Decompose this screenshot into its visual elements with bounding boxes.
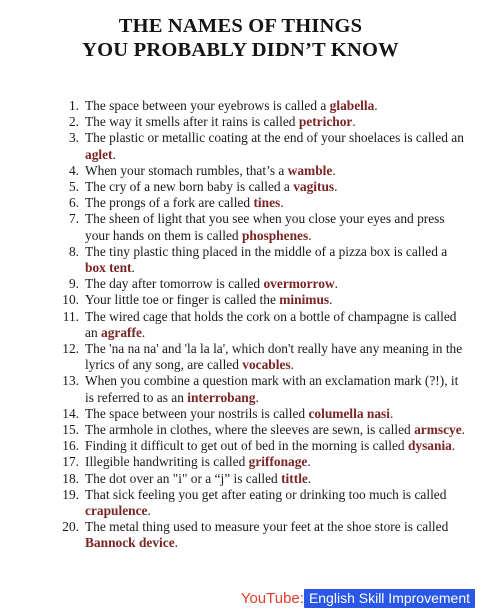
definition-text: The dot over an "i" or a “j” is called — [85, 470, 282, 486]
list-item-text — [85, 163, 470, 179]
definition-text: The cry of a new born baby is called a — [85, 179, 294, 195]
list-item — [40, 211, 470, 243]
list-item-number: 15. — [62, 422, 79, 438]
term-keyword: overmorrow — [263, 276, 335, 292]
term-punctuation: . — [131, 260, 135, 276]
list-item-text — [85, 487, 470, 519]
list-item — [40, 130, 470, 162]
list-item — [40, 406, 470, 422]
list-item-text — [85, 341, 470, 373]
term-punctuation: . — [461, 422, 466, 438]
list-item — [40, 309, 470, 341]
list-item — [40, 454, 470, 470]
definition-text: The tiny plastic thing placed in the middle of a pizza box is called a — [85, 243, 448, 259]
term-punctuation: . — [352, 114, 356, 130]
term-punctuation: . — [290, 357, 294, 373]
definition-text: The space between your nostrils is called — [85, 405, 309, 421]
list-item-text — [85, 114, 470, 130]
list-item-number: 6. — [68, 195, 79, 211]
term-keyword: minimus — [279, 292, 330, 308]
list-item-text — [85, 422, 470, 438]
definition-text: The plastic or metallic coating at the end of your shoelaces is called an — [85, 130, 464, 146]
term-keyword: wamble — [287, 162, 333, 178]
list-item — [40, 114, 470, 130]
list-item-text — [85, 519, 470, 551]
term-punctuation: . — [280, 195, 284, 211]
facts-list — [40, 98, 470, 552]
term-keyword: dysania — [407, 438, 452, 454]
list-item-number: 8. — [68, 243, 79, 259]
term-keyword: phosphenes — [241, 227, 309, 243]
list-item-text — [85, 292, 470, 308]
list-item-number: 14. — [62, 405, 79, 421]
list-item-number: 18. — [62, 470, 79, 486]
definition-text: That sick feeling you get after eating or drinking too much is called — [85, 486, 447, 502]
list-item-number: 4. — [68, 162, 79, 178]
definition-text: Finding it difficult to get out of bed in the morning is called — [85, 438, 408, 454]
list-item — [40, 487, 470, 519]
definition-text: When your stomach rumbles, that’s a — [85, 162, 288, 178]
list-item-number: 12. — [62, 341, 79, 357]
list-item — [40, 276, 470, 292]
list-item-number: 2. — [68, 114, 79, 130]
list-item — [40, 341, 470, 373]
list-item-text — [85, 373, 470, 405]
list-item-number: 5. — [68, 179, 79, 195]
list-item-text — [85, 130, 470, 162]
term-keyword: agraffe — [101, 324, 142, 340]
title-line-1: THE NAMES OF THINGS — [118, 15, 363, 37]
list-item — [40, 244, 470, 276]
list-item — [40, 98, 470, 114]
list-item-number: 11. — [62, 308, 79, 324]
definition-text: The metal thing used to measure your feet at the shoe store is called — [85, 519, 449, 535]
definition-text: The day after tomorrow is called — [85, 276, 264, 292]
list-item-text — [85, 244, 470, 276]
term-punctuation: . — [374, 98, 378, 113]
list-item — [40, 438, 470, 454]
list-item — [40, 422, 470, 438]
term-keyword: griffonage — [248, 454, 308, 470]
list-item — [40, 163, 470, 179]
term-keyword: aglet — [85, 146, 113, 162]
list-item-number: 7. — [68, 211, 79, 227]
term-keyword: armscye — [414, 422, 462, 438]
list-item-number: 17. — [62, 454, 79, 470]
list-item-text — [85, 276, 470, 292]
list-item-text — [85, 471, 470, 487]
list-item — [40, 519, 470, 551]
term-punctuation: . — [174, 535, 179, 551]
term-punctuation: . — [255, 389, 259, 405]
term-punctuation: . — [389, 405, 394, 421]
definition-text: The space between your eyebrows is called a — [85, 98, 330, 113]
list-item-text — [85, 179, 470, 195]
list-item-text — [85, 98, 470, 114]
definition-text: Your little toe or finger is called the — [85, 292, 280, 308]
list-item-text — [85, 438, 470, 454]
youtube-label: YouTube: — [240, 590, 304, 607]
term-keyword: crapulence — [85, 503, 148, 519]
term-punctuation: . — [334, 179, 338, 195]
definition-text: The armhole in clothes, where the sleeves are sewn, is called — [85, 422, 415, 438]
list-item-number: 20. — [62, 519, 79, 535]
list-item-number: 10. — [62, 292, 79, 308]
list-item-text — [85, 195, 470, 211]
definition-text: The sheen of light that you see when you close your eyes and press your hands on them is called — [85, 211, 445, 243]
term-keyword: glabella — [329, 98, 375, 113]
list-item-number: 16. — [62, 438, 79, 454]
list-item — [40, 195, 470, 211]
term-punctuation: . — [141, 324, 146, 340]
term-keyword: interrobang — [187, 389, 256, 405]
title-line-2: YOU PROBABLY DIDN’T KNOW — [82, 39, 399, 61]
term-punctuation: . — [329, 292, 333, 308]
channel-name-badge[interactable]: English Skill Improvement — [304, 589, 475, 608]
definition-text: The 'na na na' and 'la la la', which don't really have any meaning in the lyrics of any song, are called — [85, 341, 463, 373]
term-punctuation: . — [334, 276, 338, 292]
youtube-credit — [241, 589, 475, 608]
definition-text: The prongs of a fork are called — [85, 195, 254, 211]
term-keyword: box tent — [85, 260, 132, 276]
definition-text: When you combine a question mark with an exclamation mark (?!), it is referred to as an — [85, 373, 459, 405]
document-title — [0, 14, 481, 62]
list-item-text — [85, 309, 470, 341]
definition-text: The way it smells after it rains is called — [85, 114, 299, 130]
definition-text: The wired cage that holds the cork on a bottle of champagne is called an — [85, 308, 457, 340]
definition-text: Illegible handwriting is called — [85, 454, 249, 470]
term-keyword: vocables — [242, 357, 291, 373]
term-keyword: tines — [253, 195, 281, 211]
term-keyword: columella nasi — [308, 405, 390, 421]
list-item — [40, 292, 470, 308]
term-punctuation: . — [451, 438, 456, 454]
list-item-number: 9. — [68, 276, 79, 292]
list-item-text — [85, 406, 470, 422]
term-keyword: petrichor — [298, 114, 353, 130]
list-item-number: 3. — [68, 130, 79, 146]
term-keyword: tittle — [281, 470, 308, 486]
list-item-number: 13. — [62, 373, 79, 389]
list-item — [40, 179, 470, 195]
list-item — [40, 471, 470, 487]
term-punctuation: . — [147, 503, 151, 519]
term-punctuation: . — [307, 470, 312, 486]
list-item-text — [85, 211, 470, 243]
list-item-text — [85, 454, 470, 470]
term-punctuation: . — [332, 162, 336, 178]
term-keyword: Bannock device — [85, 535, 175, 551]
term-punctuation: . — [307, 454, 311, 470]
term-keyword: vagitus — [293, 179, 335, 195]
term-punctuation: . — [112, 146, 116, 162]
list-item — [40, 373, 470, 405]
list-item-number: 19. — [62, 486, 79, 502]
list-item-number: 1. — [68, 98, 79, 113]
term-punctuation: . — [308, 227, 312, 243]
